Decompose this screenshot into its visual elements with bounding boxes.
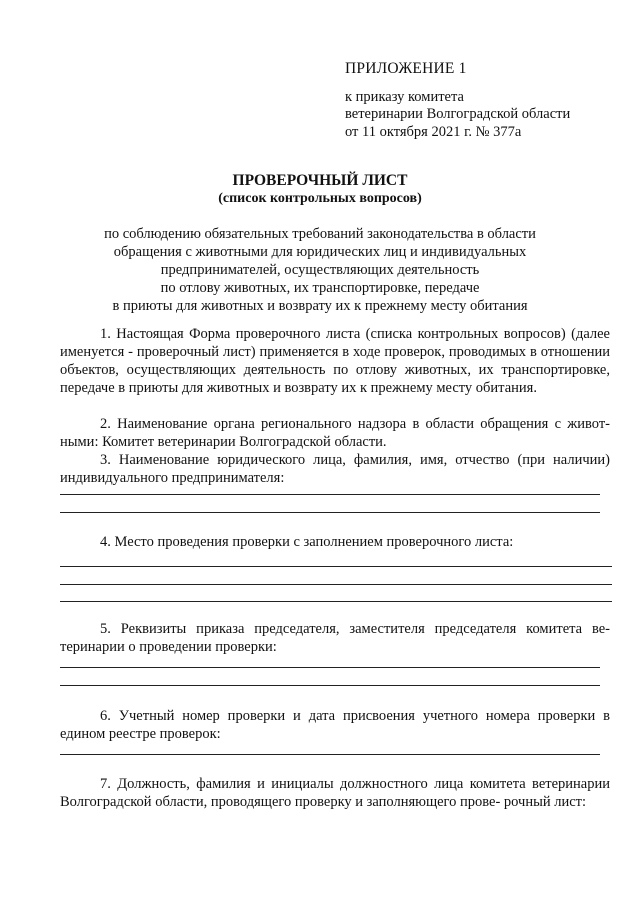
fill-line-3a[interactable]: [60, 494, 600, 495]
appendix-line-2: ветеринарии Волгоградской области: [345, 106, 571, 122]
appendix-line-1: к приказу комитета: [345, 89, 464, 105]
appendix-title: ПРИЛОЖЕНИЕ 1: [345, 60, 467, 77]
fill-line-5a[interactable]: [60, 667, 600, 668]
heading-line-4: по отлову животных, их транспортировке, передаче: [160, 280, 480, 296]
document-subtitle: (список контрольных вопросов): [218, 191, 422, 206]
fill-line-4b[interactable]: [60, 584, 612, 585]
heading-line-3: предпринимателей, осуществляющих деятельность: [160, 262, 480, 278]
heading-line-5: в приюты для животных и возврату их к прежнему месту обитания: [112, 298, 528, 314]
heading-line-1: по соблюдению обязательных требований законодательства в области: [104, 226, 536, 242]
item-2-paragraph: 2. Наименование органа регионального надзора в области обращения с живот- ными: Комитет ветеринарии Волгоградской области.: [60, 416, 610, 450]
fill-line-3b[interactable]: [60, 512, 600, 513]
fill-line-6a[interactable]: [60, 754, 600, 755]
fill-line-4a[interactable]: [60, 566, 612, 567]
item-6-paragraph: 6. Учетный номер проверки и дата присвоения учетного номера проверки в едином реестре проверок:: [60, 708, 610, 742]
item-3-paragraph: 3. Наименование юридического лица, фамилия, имя, отчество (при наличии) индивидуального предпринимателя:: [60, 452, 610, 486]
item-4-paragraph: 4. Место проведения проверки с заполнением проверочного листа:: [100, 534, 514, 550]
item-7-paragraph: 7. Должность, фамилия и инициалы должностного лица комитета ветеринарии Волгоградской области, проводящего проверку и заполняющего прове- рочный лист:: [60, 776, 610, 810]
document-title: ПРОВЕРОЧНЫЙ ЛИСТ: [232, 172, 408, 189]
item-1-paragraph: 1. Настоящая Форма проверочного листа (списка контрольных вопросов) (далее именуется - проверочный лист) применяется в ходе проверок, проводимых в отношении объектов, осуществляющих деятельность по отлову животных, их транспортировке, передаче в приюты для животных и возврату их к прежнему месту обитания.: [60, 326, 610, 396]
item-5-paragraph: 5. Реквизиты приказа председателя, заместителя председателя комитета ве- теринарии о проведении проверки:: [60, 621, 610, 655]
heading-line-2: обращения с животными для юридических лиц и индивидуальных: [113, 244, 527, 260]
appendix-line-3: от 11 октября 2021 г. № 377а: [345, 124, 522, 140]
fill-line-4c[interactable]: [60, 601, 612, 602]
fill-line-5b[interactable]: [60, 685, 600, 686]
